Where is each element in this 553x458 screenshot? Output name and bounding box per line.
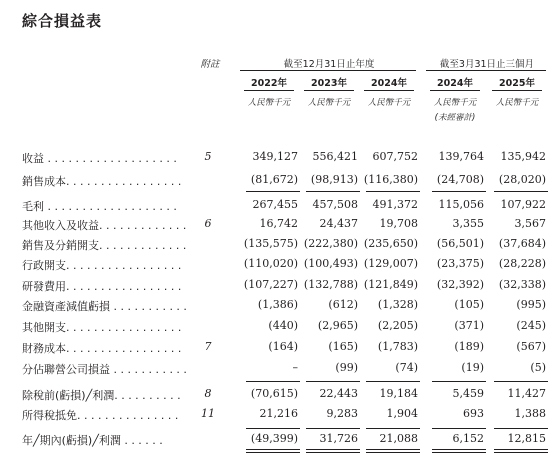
row-note: 5: [204, 150, 212, 163]
unit-label: 人民幣千元: [367, 98, 411, 108]
subtotal-rule: [306, 381, 360, 382]
subtotal-rule: [432, 428, 486, 429]
table-row: [0, 387, 553, 405]
table-cell: (1,328): [377, 298, 418, 311]
row-label: 銷售成本. . . . . . . . . . . . . . . . .: [22, 175, 182, 188]
table-cell: 5,459: [452, 387, 484, 400]
row-label: 銷售及分銷開支. . . . . . . . . . . . .: [22, 239, 187, 252]
table-cell: 135,942: [500, 150, 546, 163]
table-cell: (110,020): [243, 257, 298, 270]
table-cell: (98,913): [310, 173, 358, 186]
table-cell: (371): [454, 319, 484, 332]
table-cell: 9,283: [326, 407, 358, 420]
table-cell: (995): [516, 298, 546, 311]
table-cell: (129,007): [363, 257, 418, 270]
table-cell: 24,437: [319, 217, 358, 230]
unit-label: 人民幣千元: [495, 98, 539, 108]
table-cell: (440): [268, 319, 298, 332]
table-cell: (100,493): [303, 257, 358, 270]
table-cell: 267,455: [252, 198, 298, 211]
table-cell: 3,355: [452, 217, 484, 230]
table-cell: (28,228): [498, 257, 546, 270]
subtotal-rule: [306, 428, 360, 429]
table-cell: (24,708): [436, 173, 484, 186]
table-cell: 139,764: [438, 150, 484, 163]
table-cell: (222,380): [303, 237, 358, 250]
table-cell: (121,849): [363, 278, 418, 291]
table-cell: 107,922: [500, 198, 546, 211]
table-cell: –: [292, 361, 298, 374]
table-cell: 12,815: [507, 432, 546, 445]
table-cell: (107,227): [243, 278, 298, 291]
table-cell: 22,443: [319, 387, 358, 400]
table-cell: (49,399): [250, 432, 298, 445]
unaudited-label: (未經審計): [434, 113, 476, 123]
total-double-rule: [246, 449, 300, 453]
table-row: [0, 407, 553, 425]
table-cell: 21,088: [379, 432, 418, 445]
row-label: 毛利 . . . . . . . . . . . . . . . . . . .: [22, 200, 177, 213]
statement-title: 綜合損益表: [22, 12, 103, 30]
table-row: [0, 340, 553, 358]
table-cell: 349,127: [252, 150, 298, 163]
table-cell: (2,965): [317, 319, 358, 332]
total-double-rule: [366, 449, 420, 453]
table-row: [0, 361, 553, 379]
row-note: 6: [204, 217, 212, 230]
table-cell: (132,788): [303, 278, 358, 291]
table-cell: (1,386): [257, 298, 298, 311]
table-row: [0, 150, 553, 168]
table-cell: (32,392): [436, 278, 484, 291]
unit-label: 人民幣千元: [307, 98, 351, 108]
table-cell: (2,205): [377, 319, 418, 332]
table-row: [0, 217, 553, 235]
table-cell: 115,056: [438, 198, 484, 211]
subtotal-rule: [432, 381, 486, 382]
table-cell: 19,184: [379, 387, 418, 400]
table-cell: (116,380): [363, 173, 418, 186]
table-cell: 556,421: [312, 150, 358, 163]
year-underline: [492, 90, 542, 91]
row-label: 其他收入及收益. . . . . . . . . . . . .: [22, 219, 187, 232]
table-cell: 19,708: [379, 217, 418, 230]
table-cell: 6,152: [452, 432, 484, 445]
table-cell: 1,388: [514, 407, 546, 420]
year-underline: [364, 90, 414, 91]
subtotal-rule: [432, 191, 486, 192]
table-cell: (235,650): [363, 237, 418, 250]
year-underline: [430, 90, 480, 91]
table-cell: (19): [461, 361, 484, 374]
row-label: 行政開支. . . . . . . . . . . . . . . . .: [22, 259, 182, 272]
annual-group-header: 截至12月31日止年度: [283, 59, 375, 70]
total-double-rule: [306, 449, 360, 453]
table-cell: 491,372: [372, 198, 418, 211]
table-cell: (74): [395, 361, 418, 374]
table-row: [0, 198, 553, 216]
table-cell: 21,216: [259, 407, 298, 420]
table-cell: 11,427: [507, 387, 546, 400]
table-cell: 693: [463, 407, 484, 420]
table-cell: (105): [454, 298, 484, 311]
unit-label: 人民幣千元: [433, 98, 477, 108]
table-cell: (70,615): [250, 387, 298, 400]
row-note: 8: [204, 387, 212, 400]
row-label: 其他開支. . . . . . . . . . . . . . . . .: [22, 321, 182, 334]
table-cell: (99): [335, 361, 358, 374]
subtotal-rule: [366, 428, 420, 429]
year-header-2024: 2024年: [371, 78, 407, 89]
year-header-2023: 2023年: [311, 78, 347, 89]
table-row: [0, 278, 553, 296]
table-row: [0, 173, 553, 191]
quarter-group-underline: [426, 70, 546, 71]
row-label: 年╱期內(虧損)╱利潤 . . . . . .: [22, 434, 163, 447]
table-cell: 16,742: [259, 217, 298, 230]
table-cell: (5): [530, 361, 546, 374]
table-row: [0, 257, 553, 275]
row-label: 財務成本. . . . . . . . . . . . . . . . .: [22, 342, 182, 355]
table-cell: 1,904: [386, 407, 418, 420]
table-cell: (567): [516, 340, 546, 353]
subtotal-rule: [366, 381, 420, 382]
table-cell: 31,726: [319, 432, 358, 445]
table-cell: (135,575): [243, 237, 298, 250]
subtotal-rule: [246, 381, 300, 382]
subtotal-rule: [366, 191, 420, 192]
table-cell: (1,783): [377, 340, 418, 353]
table-cell: (37,684): [498, 237, 546, 250]
subtotal-rule: [246, 428, 300, 429]
table-cell: (164): [268, 340, 298, 353]
row-label: 除稅前(虧損)╱利潤. . . . . . . . . .: [22, 389, 181, 402]
quarter-group-header: 截至3月31日止三個月: [439, 59, 535, 70]
row-label: 分佔聯營公司損益 . . . . . . . . . . .: [22, 363, 187, 376]
total-double-rule: [494, 449, 548, 453]
table-cell: 3,567: [514, 217, 546, 230]
annual-group-underline: [240, 70, 416, 71]
table-row: [0, 298, 553, 316]
note-column-header: 附註: [200, 59, 220, 70]
table-row: [0, 432, 553, 450]
subtotal-rule: [246, 191, 300, 192]
table-cell: (56,501): [436, 237, 484, 250]
row-label: 金融資產減值虧損 . . . . . . . . . . .: [22, 300, 187, 313]
table-cell: (28,020): [498, 173, 546, 186]
year-header-2024-q: 2024年: [437, 78, 473, 89]
table-row: [0, 319, 553, 337]
unit-label: 人民幣千元: [247, 98, 291, 108]
table-cell: (245): [516, 319, 546, 332]
subtotal-rule: [494, 191, 548, 192]
table-row: [0, 237, 553, 255]
table-cell: 607,752: [372, 150, 418, 163]
table-cell: (32,338): [498, 278, 546, 291]
subtotal-rule: [494, 428, 548, 429]
year-underline: [304, 90, 354, 91]
year-underline: [244, 90, 294, 91]
row-label: 所得稅抵免. . . . . . . . . . . . . . .: [22, 409, 179, 422]
table-cell: (81,672): [250, 173, 298, 186]
total-double-rule: [432, 449, 486, 453]
table-cell: (612): [328, 298, 358, 311]
table-cell: (23,375): [436, 257, 484, 270]
table-cell: (189): [454, 340, 484, 353]
table-cell: (165): [328, 340, 358, 353]
year-header-2022: 2022年: [251, 78, 287, 89]
table-cell: 457,508: [312, 198, 358, 211]
row-note: 7: [204, 340, 212, 353]
subtotal-rule: [306, 191, 360, 192]
year-header-2025-q: 2025年: [499, 78, 535, 89]
subtotal-rule: [494, 381, 548, 382]
row-note: 11: [201, 407, 215, 420]
row-label: 收益 . . . . . . . . . . . . . . . . . . .: [22, 152, 177, 165]
row-label: 研發費用. . . . . . . . . . . . . . . . .: [22, 280, 182, 293]
